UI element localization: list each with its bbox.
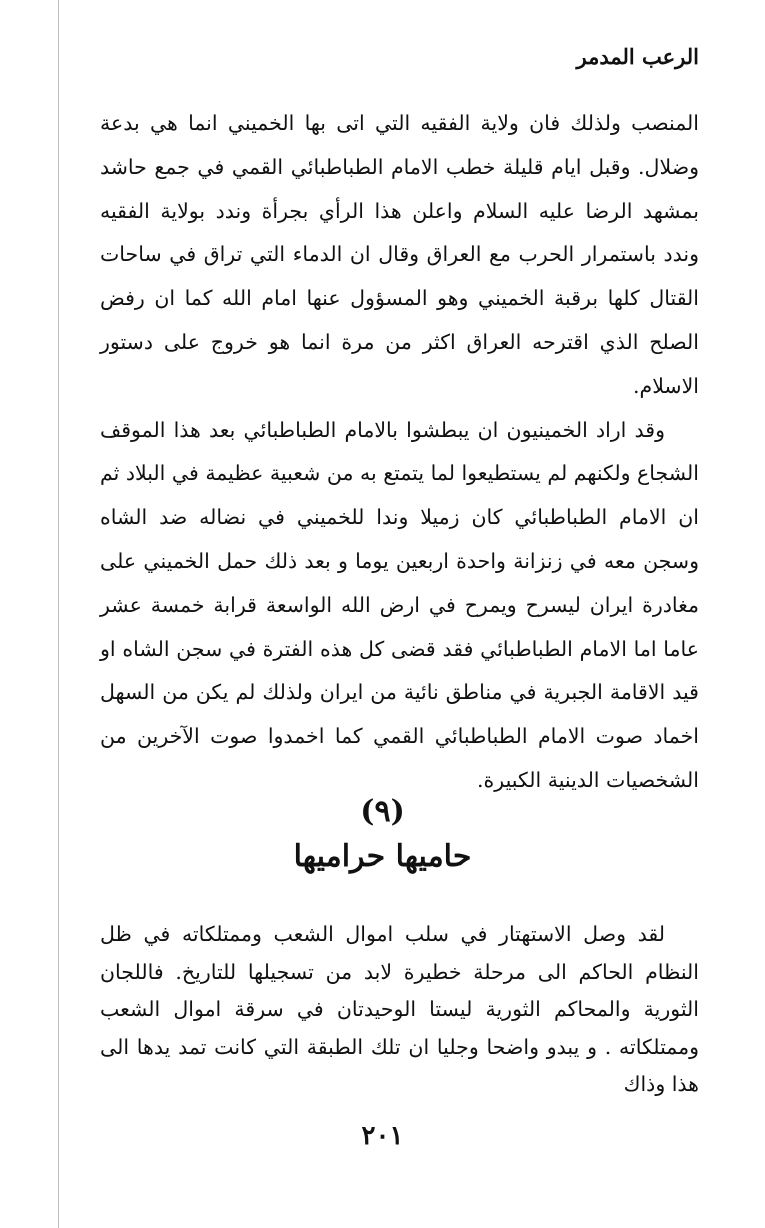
paragraph: المنصب ولذلك فان ولاية الفقيه التي اتى بها الخميني انما هي بدعة وضلال. وقبل ايام قليلة خطب الامام الطباطبائي القمي في جمع حاشد بمشهد الرضا عليه السلام واعلن هذا الرأي بجرأة وندد بولاية الفقيه وندد باستمرار الحرب مع العراق وقال ان الدماء التي تراق في ساحات القتال كلها برقبة الخميني وهو المسؤول عنها امام الله كما ان رفض الصلح الذي اقترحه العراق اكثر من مرة انما هو خروج على دستور الاسلام. xyxy=(100,111,699,398)
chapter-title: حاميها حراميها xyxy=(293,839,472,874)
chapter-number: (٩) xyxy=(360,794,405,829)
paragraph: لقد وصل الاستهتار في سلب اموال الشعب وممتلكاته في ظل النظام الحاكم الى مرحلة خطيرة لابد من تسجيلها للتاريخ. فاللجان الثورية والمحاكم الثورية ليستا الوحيدتان في سرقة اموال الشعب وممتلكاته . و يبدو واضحا وجليا ان تلك الطبقة التي كانت تمد يدها الى هذا وذاك xyxy=(100,922,699,1096)
chapter-body-text xyxy=(100,916,699,1104)
page-number: ٢٠١ xyxy=(361,1121,404,1151)
running-header: الرعب المدمر xyxy=(576,44,699,69)
page-edge-line xyxy=(58,0,59,1228)
paragraph: وقد اراد الخمينيون ان يبطشوا بالامام الطباطبائي بعد هذا الموقف الشجاع ولكنهم لم يستطيعوا لما يتمتع به من شعبية عظيمة في البلاد ثم ان الامام الطباطبائي كان زميلا وندا للخميني في نضاله ضد الشاه وسجن معه في زنزانة واحدة اربعين يوما و بعد ذلك حمل الخميني على مغادرة ايران ليسرح ويمرح في ارض الله الواسعة قرابة خمسة عشر عاما اما الامام الطباطبائي فقد قضى كل هذه الفترة في سجن الشاه او قيد الاقامة الجبرية في مناطق نائية من ايران ولذلك لم يكن من السهل اخماد صوت الامام الطباطبائي القمي كما اخمدوا صوت الآخرين من الشخصيات الدينية الكبيرة. xyxy=(100,417,699,792)
body-text xyxy=(100,102,699,803)
